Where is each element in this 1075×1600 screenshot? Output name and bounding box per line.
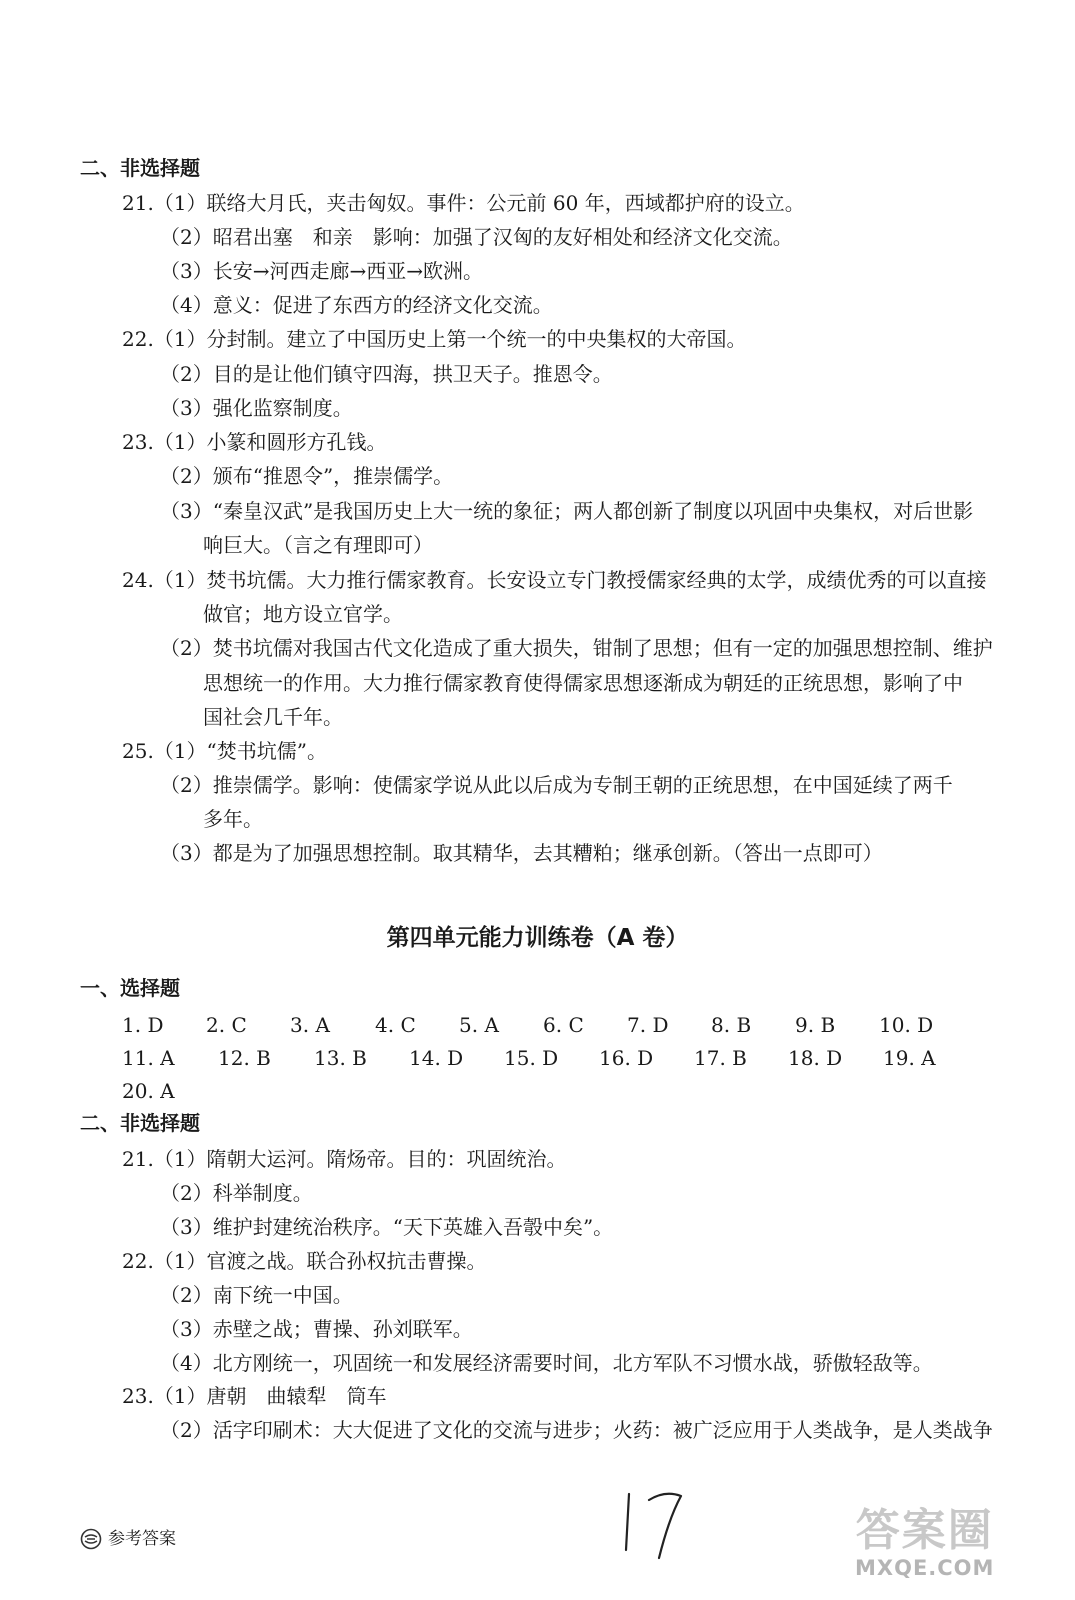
answer-line: 21.（1）隋朝大运河。隋炀帝。目的：巩固统治。 (122, 1147, 567, 1171)
mc-answer: 16. D (599, 1046, 654, 1070)
answer-line: 23.（1）唐朝 曲辕犁 筒车 (122, 1384, 387, 1408)
watermark-url: MXQE.COM (855, 1556, 995, 1580)
answer-line: （2）科举制度。 (160, 1181, 313, 1205)
section-heading-non-choice: 二、非选择题 (80, 1111, 200, 1135)
answer-book-icon (80, 1528, 102, 1554)
mc-answer: 17. B (694, 1046, 747, 1070)
answer-line: （4）意义：促进了东西方的经济文化交流。 (160, 293, 553, 317)
answer-line: （3）强化监察制度。 (160, 396, 353, 420)
answer-line: 多年。 (203, 807, 263, 831)
answer-line: （2）目的是让他们镇守四海，拱卫天子。推恩令。 (160, 362, 613, 386)
mc-answer: 14. D (409, 1046, 464, 1070)
mc-answer: 8. B (711, 1013, 752, 1037)
mc-answer: 1. D (122, 1013, 164, 1037)
mc-answer: 3. A (290, 1013, 330, 1037)
section-heading-multiple-choice: 一、选择题 (80, 976, 180, 1000)
answer-line: （3）赤壁之战；曹操、孙刘联军。 (160, 1317, 473, 1341)
answer-line: 22.（1）分封制。建立了中国历史上第一个统一的中央集权的大帝国。 (122, 327, 747, 351)
footer-label: 参考答案 (108, 1529, 176, 1549)
answer-line: （2）南下统一中国。 (160, 1283, 353, 1307)
mc-answer: 12. B (218, 1046, 271, 1070)
answer-line: （2）推崇儒学。影响：使儒家学说从此以后成为专制王朝的正统思想，在中国延续了两千 (160, 773, 953, 797)
answer-line: （3）都是为了加强思想控制。取其精华，去其糟粕；继承创新。（答出一点即可） (160, 841, 883, 865)
answer-line: 做官；地方设立官学。 (203, 602, 403, 626)
mc-answer: 4. C (375, 1013, 416, 1037)
mc-answer: 9. B (795, 1013, 836, 1037)
answer-line: （3）长安→河西走廊→西亚→欧洲。 (160, 259, 483, 283)
answer-line: （3）“秦皇汉武”是我国历史上大一统的象征；两人都创新了制度以巩固中央集权，对后世影 (160, 499, 974, 523)
mc-answer: 6. C (543, 1013, 584, 1037)
answer-line: 思想统一的作用。大力推行儒家教育使得儒家思想逐渐成为朝廷的正统思想，影响了中 (203, 671, 963, 695)
mc-answer: 11. A (122, 1046, 175, 1070)
answer-line: 24.（1）焚书坑儒。大力推行儒家教育。长安设立专门教授儒家经典的太学，成绩优秀的可以直接 (122, 568, 987, 592)
watermark-logo: 答案圈 (855, 1505, 994, 1556)
answer-line: 响巨大。（言之有理即可） (203, 533, 433, 557)
mc-answer: 7. D (627, 1013, 669, 1037)
answer-line: （2）焚书坑儒对我国古代文化造成了重大损失，钳制了思想；但有一定的加强思想控制、维护 (160, 636, 993, 660)
answer-line: 23.（1）小篆和圆形方孔钱。 (122, 430, 387, 454)
mc-answer: 18. D (788, 1046, 843, 1070)
mc-answer: 19. A (883, 1046, 936, 1070)
mc-answer: 15. D (504, 1046, 559, 1070)
answer-line: （2）颁布“推恩令”，推崇儒学。 (160, 464, 454, 488)
watermark (855, 1506, 994, 1580)
answer-line: 21.（1）联络大月氏，夹击匈奴。事件：公元前 60 年，西域都护府的设立。 (122, 191, 805, 215)
mc-answer: 10. D (879, 1013, 934, 1037)
section-heading-non-choice: 二、非选择题 (80, 156, 200, 180)
answer-line: （2）昭君出塞 和亲 影响：加强了汉匈的友好相处和经济文化交流。 (160, 225, 793, 249)
answer-line: 25.（1）“焚书坑儒”。 (122, 739, 327, 763)
mc-answer: 20. A (122, 1079, 175, 1103)
answer-line: 国社会几千年。 (203, 705, 343, 729)
unit-title: 第四单元能力训练卷（A 卷） (386, 925, 689, 951)
mc-answer: 13. B (314, 1046, 367, 1070)
answer-line: （4）北方刚统一，巩固统一和发展经济需要时间，北方军队不习惯水战，骄傲轻敌等。 (160, 1351, 933, 1375)
answer-line: （3）维护封建统治秩序。“天下英雄入吾彀中矣”。 (160, 1215, 614, 1239)
answer-line: （2）活字印刷术：大大促进了文化的交流与进步；火药：被广泛应用于人类战争，是人类战争 (160, 1418, 993, 1442)
handwritten-page-number (615, 1484, 695, 1568)
answer-line: 22.（1）官渡之战。联合孙权抗击曹操。 (122, 1249, 487, 1273)
mc-answer: 2. C (206, 1013, 247, 1037)
mc-answer: 5. A (459, 1013, 499, 1037)
